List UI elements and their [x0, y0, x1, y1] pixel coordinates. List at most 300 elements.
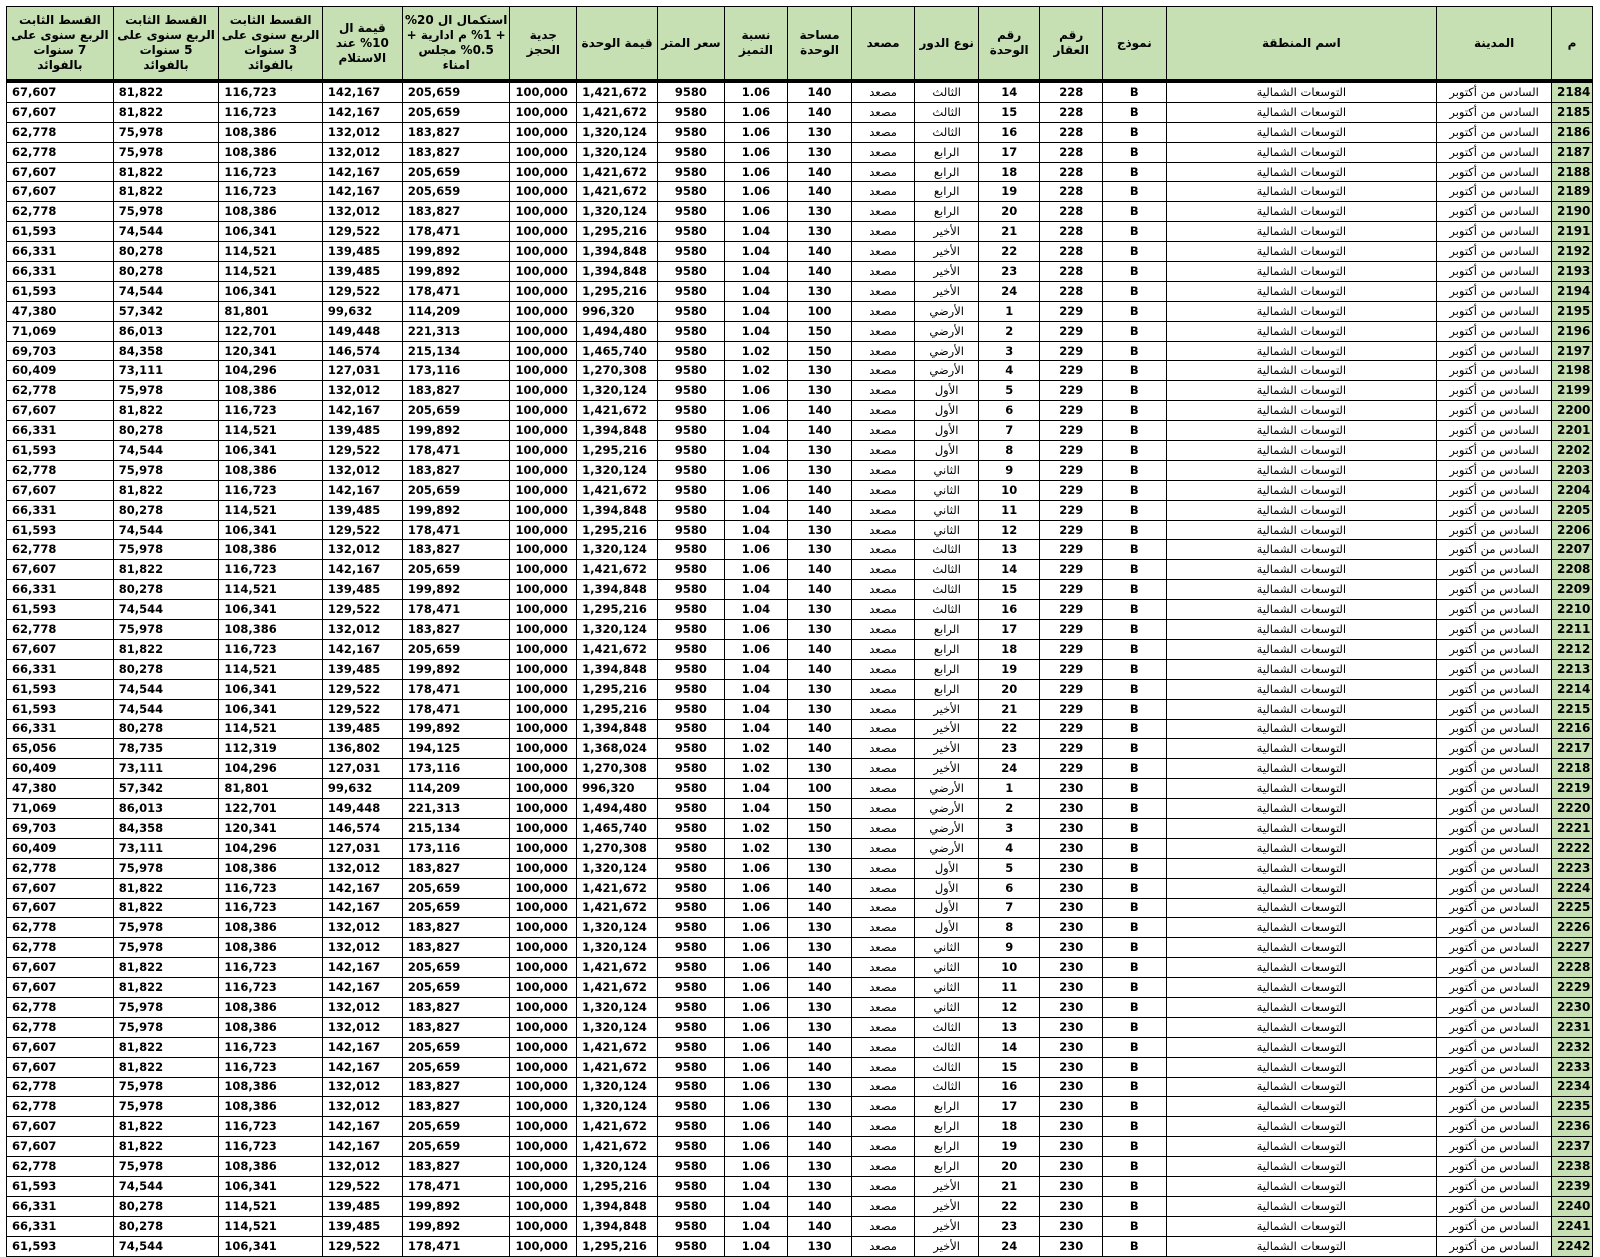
cell-sqm-price: 9580	[658, 122, 725, 142]
cell-unit-value: 1,270,308	[577, 361, 658, 381]
cell-building: 228	[1040, 142, 1103, 162]
cell-m: 2240	[1552, 1196, 1593, 1216]
cell-premium: 1.04	[724, 719, 788, 739]
cell-unit-value: 1,320,124	[577, 918, 658, 938]
cell-model: B	[1102, 1077, 1166, 1097]
cell-unit-value: 1,465,740	[577, 341, 658, 361]
cell-floor: الرابع	[915, 202, 979, 222]
cell-sqm-price: 9580	[658, 500, 725, 520]
cell-deposit: 100,000	[510, 480, 577, 500]
cell-inst5: 75,978	[113, 122, 219, 142]
cell-inst3: 112,319	[219, 739, 323, 759]
cell-floor: الأول	[915, 918, 979, 938]
cell-region: التوسعات الشمالية	[1166, 799, 1437, 819]
cell-handover: 142,167	[322, 958, 402, 978]
cell-inst5: 84,358	[113, 818, 219, 838]
cell-elevator: مصعد	[851, 1236, 915, 1256]
cell-model: B	[1102, 818, 1166, 838]
cell-unit: 5	[978, 858, 1040, 878]
cell-city: السادس من أكتوبر	[1437, 1117, 1552, 1137]
cell-unit: 19	[978, 1137, 1040, 1157]
cell-inst7: 66,331	[7, 659, 114, 679]
cell-inst3: 116,723	[219, 162, 323, 182]
cell-model: B	[1102, 1037, 1166, 1057]
cell-floor: الثاني	[915, 978, 979, 998]
cell-unit-value: 1,394,848	[577, 421, 658, 441]
cell-inst7: 67,607	[7, 182, 114, 202]
cell-area: 140	[788, 639, 852, 659]
cell-elevator: مصعد	[851, 1017, 915, 1037]
cell-m: 2210	[1552, 600, 1593, 620]
cell-elevator: مصعد	[851, 381, 915, 401]
cell-sqm-price: 9580	[658, 460, 725, 480]
cell-region: التوسعات الشمالية	[1166, 381, 1437, 401]
cell-completion: 183,827	[402, 938, 510, 958]
cell-inst3: 104,296	[219, 759, 323, 779]
cell-deposit: 100,000	[510, 162, 577, 182]
cell-completion: 215,134	[402, 341, 510, 361]
cell-region: التوسعات الشمالية	[1166, 460, 1437, 480]
cell-deposit: 100,000	[510, 739, 577, 759]
cell-floor: الأخير	[915, 262, 979, 282]
cell-area: 130	[788, 858, 852, 878]
cell-deposit: 100,000	[510, 361, 577, 381]
cell-floor: الرابع	[915, 679, 979, 699]
table-body	[7, 81, 1593, 1256]
cell-sqm-price: 9580	[658, 202, 725, 222]
cell-inst5: 81,822	[113, 639, 219, 659]
cell-completion: 178,471	[402, 679, 510, 699]
cell-handover: 142,167	[322, 182, 402, 202]
cell-deposit: 100,000	[510, 242, 577, 262]
cell-inst7: 67,607	[7, 1117, 114, 1137]
cell-area: 130	[788, 679, 852, 699]
cell-model: B	[1102, 460, 1166, 480]
cell-handover: 132,012	[322, 1097, 402, 1117]
cell-inst3: 108,386	[219, 1157, 323, 1177]
cell-model: B	[1102, 699, 1166, 719]
cell-elevator: مصعد	[851, 242, 915, 262]
cell-handover: 132,012	[322, 122, 402, 142]
table-row	[7, 958, 1593, 978]
table-row	[7, 480, 1593, 500]
cell-deposit: 100,000	[510, 421, 577, 441]
cell-elevator: مصعد	[851, 81, 915, 102]
cell-sqm-price: 9580	[658, 341, 725, 361]
cell-area: 140	[788, 1117, 852, 1137]
cell-inst3: 122,701	[219, 799, 323, 819]
cell-building: 230	[1040, 1236, 1103, 1256]
cell-deposit: 100,000	[510, 958, 577, 978]
cell-region: التوسعات الشمالية	[1166, 500, 1437, 520]
cell-m: 2212	[1552, 639, 1593, 659]
cell-floor: الرابع	[915, 639, 979, 659]
cell-deposit: 100,000	[510, 1236, 577, 1256]
col-header-elevator: مصعد	[851, 7, 915, 82]
cell-inst3: 108,386	[219, 858, 323, 878]
cell-building: 229	[1040, 361, 1103, 381]
cell-city: السادس من أكتوبر	[1437, 779, 1552, 799]
cell-area: 130	[788, 938, 852, 958]
cell-model: B	[1102, 162, 1166, 182]
cell-completion: 194,125	[402, 739, 510, 759]
cell-inst5: 80,278	[113, 659, 219, 679]
cell-sqm-price: 9580	[658, 162, 725, 182]
cell-unit-value: 1,270,308	[577, 759, 658, 779]
cell-deposit: 100,000	[510, 620, 577, 640]
cell-unit: 17	[978, 1097, 1040, 1117]
cell-building: 230	[1040, 978, 1103, 998]
cell-area: 130	[788, 202, 852, 222]
cell-unit: 16	[978, 600, 1040, 620]
cell-inst3: 108,386	[219, 1077, 323, 1097]
cell-model: B	[1102, 639, 1166, 659]
cell-inst5: 74,544	[113, 1176, 219, 1196]
cell-model: B	[1102, 281, 1166, 301]
table-row	[7, 202, 1593, 222]
cell-unit-value: 1,421,672	[577, 182, 658, 202]
cell-inst7: 67,607	[7, 878, 114, 898]
cell-inst5: 75,978	[113, 381, 219, 401]
table-row	[7, 1077, 1593, 1097]
cell-inst7: 62,778	[7, 938, 114, 958]
cell-m: 2208	[1552, 560, 1593, 580]
cell-inst5: 81,822	[113, 1057, 219, 1077]
cell-model: B	[1102, 1176, 1166, 1196]
cell-region: التوسعات الشمالية	[1166, 1097, 1437, 1117]
cell-region: التوسعات الشمالية	[1166, 719, 1437, 739]
cell-inst5: 74,544	[113, 600, 219, 620]
cell-elevator: مصعد	[851, 1157, 915, 1177]
cell-inst7: 67,607	[7, 639, 114, 659]
table-row	[7, 122, 1593, 142]
cell-m: 2241	[1552, 1216, 1593, 1236]
cell-inst3: 116,723	[219, 978, 323, 998]
cell-unit: 21	[978, 699, 1040, 719]
cell-floor: الثالث	[915, 81, 979, 102]
cell-unit: 20	[978, 202, 1040, 222]
cell-handover: 142,167	[322, 401, 402, 421]
cell-elevator: مصعد	[851, 878, 915, 898]
cell-inst5: 81,822	[113, 978, 219, 998]
cell-floor: الثاني	[915, 480, 979, 500]
cell-building: 228	[1040, 202, 1103, 222]
cell-city: السادس من أكتوبر	[1437, 401, 1552, 421]
cell-completion: 183,827	[402, 202, 510, 222]
cell-unit: 3	[978, 341, 1040, 361]
col-header-installment-5y: القسط الثابت الربع سنوى على 5 سنوات بالفوائد	[113, 7, 219, 82]
cell-unit: 13	[978, 540, 1040, 560]
cell-city: السادس من أكتوبر	[1437, 898, 1552, 918]
cell-city: السادس من أكتوبر	[1437, 122, 1552, 142]
cell-handover: 139,485	[322, 1196, 402, 1216]
cell-region: التوسعات الشمالية	[1166, 639, 1437, 659]
cell-inst5: 81,822	[113, 1037, 219, 1057]
cell-region: التوسعات الشمالية	[1166, 818, 1437, 838]
cell-unit: 8	[978, 918, 1040, 938]
cell-sqm-price: 9580	[658, 441, 725, 461]
cell-building: 228	[1040, 81, 1103, 102]
cell-model: B	[1102, 878, 1166, 898]
cell-premium: 1.06	[724, 1137, 788, 1157]
cell-completion: 183,827	[402, 540, 510, 560]
cell-region: التوسعات الشمالية	[1166, 918, 1437, 938]
cell-elevator: مصعد	[851, 162, 915, 182]
table-row	[7, 679, 1593, 699]
cell-city: السادس من أكتوبر	[1437, 242, 1552, 262]
cell-premium: 1.02	[724, 341, 788, 361]
cell-area: 140	[788, 1037, 852, 1057]
table-row	[7, 162, 1593, 182]
cell-inst3: 108,386	[219, 142, 323, 162]
cell-unit: 14	[978, 1037, 1040, 1057]
cell-city: السادس من أكتوبر	[1437, 1216, 1552, 1236]
cell-sqm-price: 9580	[658, 620, 725, 640]
cell-m: 2217	[1552, 739, 1593, 759]
cell-unit: 1	[978, 301, 1040, 321]
cell-building: 229	[1040, 679, 1103, 699]
cell-inst3: 108,386	[219, 381, 323, 401]
cell-inst3: 114,521	[219, 262, 323, 282]
cell-inst3: 106,341	[219, 222, 323, 242]
cell-area: 130	[788, 361, 852, 381]
cell-inst3: 116,723	[219, 1037, 323, 1057]
cell-model: B	[1102, 958, 1166, 978]
cell-model: B	[1102, 401, 1166, 421]
cell-inst7: 67,607	[7, 958, 114, 978]
cell-handover: 136,802	[322, 739, 402, 759]
cell-m: 2209	[1552, 580, 1593, 600]
cell-inst5: 75,978	[113, 540, 219, 560]
cell-m: 2206	[1552, 520, 1593, 540]
cell-unit-value: 1,320,124	[577, 620, 658, 640]
cell-unit-value: 1,394,848	[577, 580, 658, 600]
cell-inst3: 120,341	[219, 818, 323, 838]
table-row	[7, 460, 1593, 480]
cell-handover: 146,574	[322, 818, 402, 838]
cell-handover: 129,522	[322, 600, 402, 620]
cell-inst5: 78,735	[113, 739, 219, 759]
cell-area: 140	[788, 1196, 852, 1216]
cell-elevator: مصعد	[851, 1057, 915, 1077]
cell-completion: 199,892	[402, 580, 510, 600]
cell-premium: 1.02	[724, 759, 788, 779]
cell-inst3: 114,521	[219, 500, 323, 520]
cell-inst7: 71,069	[7, 321, 114, 341]
cell-unit: 22	[978, 242, 1040, 262]
cell-inst3: 108,386	[219, 122, 323, 142]
cell-unit-value: 1,320,124	[577, 997, 658, 1017]
cell-inst3: 108,386	[219, 997, 323, 1017]
cell-premium: 1.04	[724, 1176, 788, 1196]
cell-premium: 1.06	[724, 1157, 788, 1177]
cell-region: التوسعات الشمالية	[1166, 938, 1437, 958]
cell-m: 2201	[1552, 421, 1593, 441]
cell-unit: 3	[978, 818, 1040, 838]
cell-floor: الرابع	[915, 659, 979, 679]
cell-unit-value: 1,320,124	[577, 540, 658, 560]
cell-inst7: 62,778	[7, 620, 114, 640]
cell-premium: 1.06	[724, 1077, 788, 1097]
cell-sqm-price: 9580	[658, 1176, 725, 1196]
cell-city: السادس من أكتوبر	[1437, 639, 1552, 659]
cell-completion: 199,892	[402, 421, 510, 441]
cell-handover: 132,012	[322, 460, 402, 480]
cell-region: التوسعات الشمالية	[1166, 838, 1437, 858]
cell-unit: 18	[978, 1117, 1040, 1137]
cell-premium: 1.06	[724, 978, 788, 998]
cell-elevator: مصعد	[851, 938, 915, 958]
cell-building: 230	[1040, 918, 1103, 938]
cell-unit-value: 1,421,672	[577, 878, 658, 898]
cell-model: B	[1102, 341, 1166, 361]
cell-handover: 129,522	[322, 699, 402, 719]
cell-floor: الثالث	[915, 600, 979, 620]
cell-unit: 24	[978, 759, 1040, 779]
cell-elevator: مصعد	[851, 500, 915, 520]
cell-completion: 221,313	[402, 799, 510, 819]
cell-deposit: 100,000	[510, 838, 577, 858]
table-row	[7, 1137, 1593, 1157]
cell-sqm-price: 9580	[658, 1196, 725, 1216]
cell-unit: 9	[978, 460, 1040, 480]
cell-handover: 127,031	[322, 838, 402, 858]
cell-deposit: 100,000	[510, 301, 577, 321]
cell-sqm-price: 9580	[658, 1216, 725, 1236]
col-header-installment-7y: القسط الثابت الربع سنوى على 7 سنوات بالفوائد	[7, 7, 114, 82]
cell-inst3: 106,341	[219, 520, 323, 540]
cell-inst7: 60,409	[7, 361, 114, 381]
cell-premium: 1.06	[724, 898, 788, 918]
cell-inst3: 120,341	[219, 341, 323, 361]
cell-building: 230	[1040, 878, 1103, 898]
cell-premium: 1.06	[724, 918, 788, 938]
cell-inst3: 108,386	[219, 620, 323, 640]
cell-area: 130	[788, 520, 852, 540]
cell-city: السادس من أكتوبر	[1437, 679, 1552, 699]
cell-unit-value: 996,320	[577, 779, 658, 799]
col-header-installment-3y: القسط الثابت الربع سنوى على 3 سنوات بالفوائد	[219, 7, 323, 82]
cell-unit: 22	[978, 719, 1040, 739]
cell-sqm-price: 9580	[658, 81, 725, 102]
cell-region: التوسعات الشمالية	[1166, 441, 1437, 461]
cell-building: 229	[1040, 560, 1103, 580]
cell-completion: 173,116	[402, 759, 510, 779]
cell-handover: 142,167	[322, 878, 402, 898]
cell-inst5: 80,278	[113, 262, 219, 282]
cell-premium: 1.06	[724, 81, 788, 102]
cell-sqm-price: 9580	[658, 818, 725, 838]
cell-premium: 1.06	[724, 997, 788, 1017]
cell-inst5: 80,278	[113, 1216, 219, 1236]
cell-premium: 1.04	[724, 580, 788, 600]
table-row	[7, 441, 1593, 461]
cell-handover: 132,012	[322, 142, 402, 162]
table-row	[7, 1236, 1593, 1256]
cell-completion: 199,892	[402, 719, 510, 739]
cell-inst3: 116,723	[219, 81, 323, 102]
cell-inst3: 104,296	[219, 838, 323, 858]
cell-elevator: مصعد	[851, 600, 915, 620]
cell-elevator: مصعد	[851, 281, 915, 301]
cell-elevator: مصعد	[851, 262, 915, 282]
cell-area: 140	[788, 719, 852, 739]
cell-inst5: 86,013	[113, 321, 219, 341]
cell-floor: الأرضي	[915, 779, 979, 799]
cell-floor: الثالث	[915, 102, 979, 122]
cell-deposit: 100,000	[510, 858, 577, 878]
cell-area: 140	[788, 878, 852, 898]
cell-deposit: 100,000	[510, 600, 577, 620]
cell-floor: الأخير	[915, 1196, 979, 1216]
cell-unit: 16	[978, 122, 1040, 142]
cell-deposit: 100,000	[510, 81, 577, 102]
cell-inst3: 106,341	[219, 1176, 323, 1196]
cell-unit-value: 1,421,672	[577, 1057, 658, 1077]
cell-m: 2189	[1552, 182, 1593, 202]
cell-premium: 1.02	[724, 739, 788, 759]
cell-elevator: مصعد	[851, 182, 915, 202]
cell-unit: 23	[978, 739, 1040, 759]
cell-elevator: مصعد	[851, 1196, 915, 1216]
cell-model: B	[1102, 918, 1166, 938]
cell-city: السادس من أكتوبر	[1437, 1236, 1552, 1256]
cell-inst7: 61,593	[7, 222, 114, 242]
cell-region: التوسعات الشمالية	[1166, 858, 1437, 878]
cell-premium: 1.02	[724, 838, 788, 858]
cell-sqm-price: 9580	[658, 381, 725, 401]
cell-completion: 183,827	[402, 858, 510, 878]
cell-m: 2216	[1552, 719, 1593, 739]
cell-unit: 14	[978, 81, 1040, 102]
cell-elevator: مصعد	[851, 1037, 915, 1057]
cell-deposit: 100,000	[510, 679, 577, 699]
cell-inst7: 60,409	[7, 838, 114, 858]
cell-premium: 1.04	[724, 222, 788, 242]
cell-unit-value: 1,394,848	[577, 659, 658, 679]
cell-inst5: 73,111	[113, 759, 219, 779]
cell-sqm-price: 9580	[658, 719, 725, 739]
cell-completion: 205,659	[402, 162, 510, 182]
cell-building: 228	[1040, 242, 1103, 262]
cell-elevator: مصعد	[851, 997, 915, 1017]
cell-deposit: 100,000	[510, 580, 577, 600]
cell-inst7: 61,593	[7, 600, 114, 620]
cell-completion: 178,471	[402, 1176, 510, 1196]
cell-premium: 1.06	[724, 1117, 788, 1137]
cell-completion: 183,827	[402, 997, 510, 1017]
table-row	[7, 540, 1593, 560]
table-row	[7, 838, 1593, 858]
cell-city: السادس من أكتوبر	[1437, 361, 1552, 381]
cell-sqm-price: 9580	[658, 779, 725, 799]
cell-area: 140	[788, 102, 852, 122]
table-row	[7, 739, 1593, 759]
cell-deposit: 100,000	[510, 1037, 577, 1057]
cell-premium: 1.06	[724, 958, 788, 978]
cell-inst3: 106,341	[219, 281, 323, 301]
cell-inst5: 81,822	[113, 102, 219, 122]
cell-elevator: مصعد	[851, 739, 915, 759]
cell-inst5: 80,278	[113, 421, 219, 441]
table-row	[7, 1157, 1593, 1177]
cell-model: B	[1102, 421, 1166, 441]
cell-unit: 13	[978, 1017, 1040, 1037]
cell-city: السادس من أكتوبر	[1437, 1017, 1552, 1037]
cell-premium: 1.04	[724, 262, 788, 282]
cell-inst3: 81,801	[219, 779, 323, 799]
cell-sqm-price: 9580	[658, 799, 725, 819]
